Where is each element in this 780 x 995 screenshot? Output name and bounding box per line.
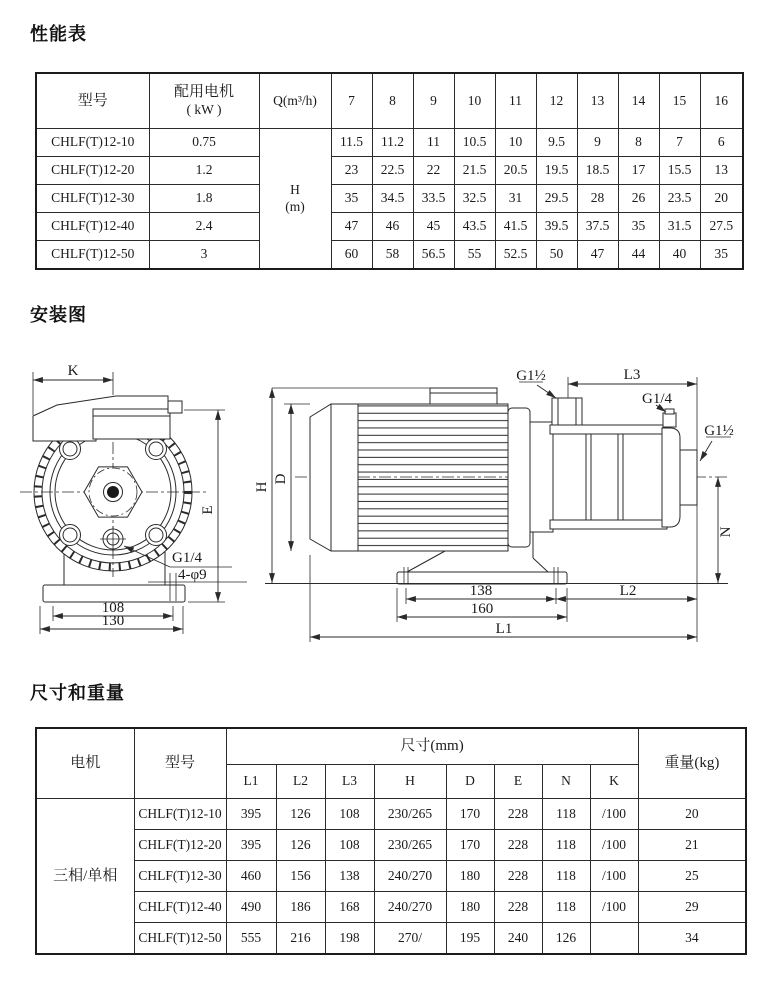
lantern [530, 422, 553, 532]
cell: 186 [276, 892, 325, 923]
installation-diagram [0, 355, 780, 655]
cell: 47 [331, 213, 372, 241]
cell: 35 [700, 241, 743, 270]
cell: 108 [325, 799, 374, 830]
cell: 168 [325, 892, 374, 923]
cell: /100 [590, 861, 638, 892]
header-size: 尺寸(mm) [226, 728, 638, 765]
cell: 35 [331, 185, 372, 213]
table-row [36, 185, 743, 213]
pump-side [530, 398, 697, 532]
cell: 270/ [374, 923, 446, 955]
header-cell: L2 [276, 765, 325, 799]
dim-label-e: E [200, 505, 216, 515]
drain-plug-side [663, 413, 676, 427]
header-weight: 重量(kg) [638, 728, 746, 799]
header-cell: 9 [413, 73, 454, 129]
cell: 31.5 [659, 213, 700, 241]
header-cell: N [542, 765, 590, 799]
terminal-box-side [430, 388, 497, 404]
cell: 126 [542, 923, 590, 955]
cell: 228 [494, 861, 542, 892]
cell: 198 [325, 923, 374, 955]
inlet-label: G1½ [516, 368, 546, 384]
section-title-performance: 性能表 [30, 24, 87, 44]
table-row [36, 799, 746, 830]
table-row [36, 241, 743, 270]
bolt-top-left [60, 439, 81, 460]
table-row [36, 213, 743, 241]
header-motor-line1: 配用电机 [173, 84, 234, 101]
cell-weight: 20 [638, 799, 746, 830]
header-cell: 14 [618, 73, 659, 129]
cell: 22.5 [372, 157, 413, 185]
cell: 118 [542, 861, 590, 892]
cell: 10.5 [454, 129, 495, 157]
cell-power: 3 [149, 241, 259, 270]
header-motor-col: 电机 [36, 728, 134, 799]
tie-rod-bottom [550, 520, 667, 529]
cell-model: CHLF(T)12-30 [134, 861, 226, 892]
cell: 28 [577, 185, 618, 213]
header-motor-line2: ( kW ) [186, 101, 222, 117]
head-line2: (m) [285, 198, 305, 214]
header-model: 型号 [36, 73, 149, 129]
cell: 11 [413, 129, 454, 157]
cell: /100 [590, 799, 638, 830]
cell: 47 [577, 241, 618, 270]
cell: 6 [700, 129, 743, 157]
header-cell: D [446, 765, 494, 799]
cell: 228 [494, 830, 542, 861]
header-cell: 11 [495, 73, 536, 129]
port-label-front: G1/4 [172, 550, 202, 566]
cell: 52.5 [495, 241, 536, 270]
cell-weight: 34 [638, 923, 746, 955]
header-cell: 16 [700, 73, 743, 129]
header-cell: 12 [536, 73, 577, 129]
side-view [254, 367, 734, 642]
header-model-col: 型号 [134, 728, 226, 799]
cell: 156 [276, 861, 325, 892]
holes-label: 4-φ9 [178, 567, 207, 583]
cell: 126 [276, 830, 325, 861]
dim-label-k: K [67, 363, 79, 379]
header-cell: H [374, 765, 446, 799]
cell: 32.5 [454, 185, 495, 213]
cell-weight: 25 [638, 861, 746, 892]
cell: 26 [618, 185, 659, 213]
motor-side [310, 388, 530, 551]
head-line1: H [290, 181, 300, 197]
dim-label-108: 108 [101, 600, 125, 616]
cell: 56.5 [413, 241, 454, 270]
table-row [36, 830, 746, 861]
section-title-installation: 安装图 [30, 305, 87, 325]
cell: 9 [577, 129, 618, 157]
cell: 60 [331, 241, 372, 270]
cell: 138 [325, 861, 374, 892]
cell: 45 [413, 213, 454, 241]
drain-plug-cap [665, 409, 674, 414]
cell: 11.5 [331, 129, 372, 157]
cell-model: CHLF(T)12-20 [36, 157, 149, 185]
cell-model: CHLF(T)12-20 [134, 830, 226, 861]
dim-label-h: H [254, 481, 270, 493]
cell: 15.5 [659, 157, 700, 185]
plug-label: G1/4 [642, 391, 672, 407]
dim-label-138: 138 [469, 583, 493, 599]
cell: 7 [659, 129, 700, 157]
cell: 34.5 [372, 185, 413, 213]
table-row [36, 129, 743, 157]
terminal-box-nib [168, 401, 182, 413]
end-cover [662, 428, 680, 527]
bolt-top-right [146, 439, 167, 460]
table-row [36, 157, 743, 185]
tie-rod-top [550, 425, 667, 434]
cell: 118 [542, 830, 590, 861]
cell: 230/265 [374, 799, 446, 830]
cell: 20 [700, 185, 743, 213]
cell: 35 [618, 213, 659, 241]
cell: 33.5 [413, 185, 454, 213]
cell: 216 [276, 923, 325, 955]
cell-power: 1.2 [149, 157, 259, 185]
cell-head-unit [259, 129, 331, 270]
cell: 118 [542, 892, 590, 923]
cell: 55 [454, 241, 495, 270]
cell: 19.5 [536, 157, 577, 185]
cell: 395 [226, 830, 276, 861]
table-row [36, 892, 746, 923]
cell: 41.5 [495, 213, 536, 241]
front-view [20, 363, 247, 634]
cell-power: 2.4 [149, 213, 259, 241]
section-title-dimensions: 尺寸和重量 [30, 683, 125, 703]
cell: 195 [446, 923, 494, 955]
cell: 50 [536, 241, 577, 270]
outlet-port [680, 450, 697, 505]
cell-model: CHLF(T)12-40 [36, 213, 149, 241]
inlet-port [552, 398, 582, 425]
dimension-table [35, 727, 747, 955]
header-cell: 13 [577, 73, 618, 129]
pump-barrel [553, 427, 662, 527]
cell-power: 0.75 [149, 129, 259, 157]
motor-end-bell [508, 408, 530, 547]
cell-weight: 21 [638, 830, 746, 861]
cell: /100 [590, 830, 638, 861]
cell: 44 [618, 241, 659, 270]
cell: 39.5 [536, 213, 577, 241]
header-cell: 15 [659, 73, 700, 129]
cell: 17 [618, 157, 659, 185]
cell: 31 [495, 185, 536, 213]
cell-model: CHLF(T)12-10 [134, 799, 226, 830]
cell: 21.5 [454, 157, 495, 185]
cell: 230/265 [374, 830, 446, 861]
cell: 18.5 [577, 157, 618, 185]
cell: 490 [226, 892, 276, 923]
dim-label-l3: L3 [623, 367, 641, 383]
header-cell: K [590, 765, 638, 799]
cell: 170 [446, 799, 494, 830]
cell: 460 [226, 861, 276, 892]
header-cell: L1 [226, 765, 276, 799]
cell: 10 [495, 129, 536, 157]
cell: 395 [226, 799, 276, 830]
cell: 23.5 [659, 185, 700, 213]
bolt-bottom-left [60, 525, 81, 546]
dim-label-130: 130 [101, 613, 125, 629]
cell: 240/270 [374, 892, 446, 923]
cell: 118 [542, 799, 590, 830]
cell-model: CHLF(T)12-30 [36, 185, 149, 213]
dim-label-d: D [273, 473, 289, 485]
table-row [36, 861, 746, 892]
dim-label-n: N [718, 526, 734, 538]
dim-label-l2: L2 [619, 583, 637, 599]
shaft-center [107, 486, 119, 498]
cell [590, 923, 638, 955]
header-cell: 8 [372, 73, 413, 129]
dim-label-160: 160 [470, 601, 494, 617]
cell: 180 [446, 892, 494, 923]
cell: 37.5 [577, 213, 618, 241]
cell: 228 [494, 892, 542, 923]
motor-fins [358, 404, 508, 551]
cell: /100 [590, 892, 638, 923]
cell: 43.5 [454, 213, 495, 241]
bolt-bottom-right [146, 525, 167, 546]
header-cell: L3 [325, 765, 374, 799]
dimension-header-row1 [36, 728, 746, 765]
cell: 23 [331, 157, 372, 185]
cell: 180 [446, 861, 494, 892]
cell-motor-type: 三相/单相 [36, 799, 134, 955]
cell: 126 [276, 799, 325, 830]
drain-port-front [100, 526, 126, 552]
cell: 13 [700, 157, 743, 185]
terminal-box-front [93, 409, 170, 439]
front-pedestal [43, 552, 185, 602]
front-top-structure [33, 396, 182, 441]
header-flow: Q(m³/h) [259, 73, 331, 129]
cell-model: CHLF(T)12-10 [36, 129, 149, 157]
header-cell: E [494, 765, 542, 799]
cell: 240/270 [374, 861, 446, 892]
cell: 170 [446, 830, 494, 861]
table-row [36, 923, 746, 955]
cell: 29.5 [536, 185, 577, 213]
cell: 11.2 [372, 129, 413, 157]
cell: 22 [413, 157, 454, 185]
cell: 240 [494, 923, 542, 955]
cell-model: CHLF(T)12-50 [134, 923, 226, 955]
header-cell: 7 [331, 73, 372, 129]
cell: 555 [226, 923, 276, 955]
cell: 8 [618, 129, 659, 157]
cell-model: CHLF(T)12-50 [36, 241, 149, 270]
cell: 27.5 [700, 213, 743, 241]
cell: 108 [325, 830, 374, 861]
cell-model: CHLF(T)12-40 [134, 892, 226, 923]
outlet-label: G1½ [704, 423, 734, 439]
cell: 40 [659, 241, 700, 270]
cell: 46 [372, 213, 413, 241]
performance-header-row [36, 73, 743, 129]
dim-label-l1: L1 [495, 621, 513, 637]
cell: 9.5 [536, 129, 577, 157]
performance-table [35, 72, 744, 270]
header-cell: 10 [454, 73, 495, 129]
cell: 228 [494, 799, 542, 830]
cell: 58 [372, 241, 413, 270]
cell: 20.5 [495, 157, 536, 185]
cell-power: 1.8 [149, 185, 259, 213]
cell-weight: 29 [638, 892, 746, 923]
header-motor [149, 73, 259, 129]
